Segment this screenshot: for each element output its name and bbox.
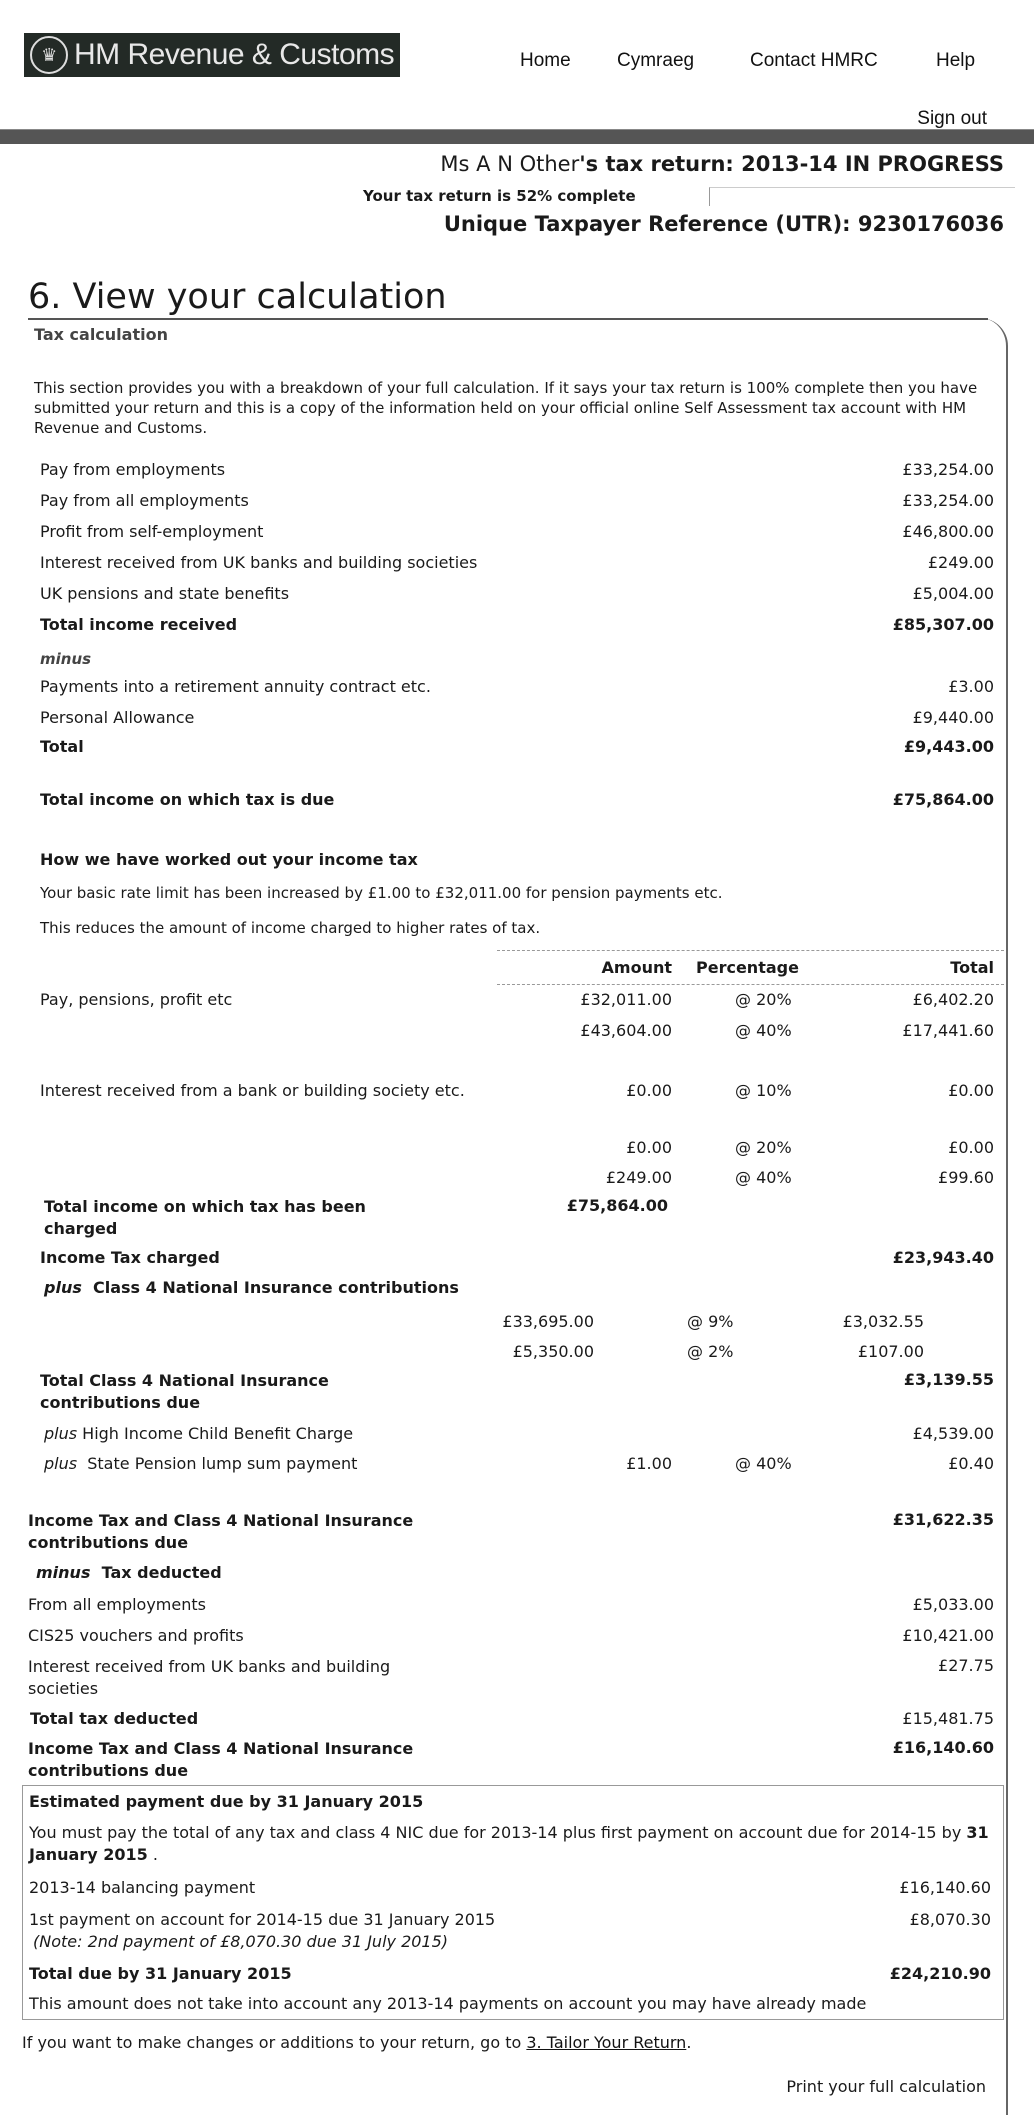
logo-text: HM Revenue & Customs: [74, 38, 395, 71]
nav-help-link[interactable]: Help: [936, 50, 976, 71]
utr-reference: Unique Taxpayer Reference (UTR): 9230176036: [443, 212, 1004, 236]
section-subtitle: Tax calculation: [34, 325, 168, 344]
nav-home-link[interactable]: Home: [520, 50, 571, 71]
progress-bar: [709, 187, 1015, 206]
return-title: 's tax return: 2013-14 IN PROGRESS: [579, 152, 1004, 176]
table-header-rule: [497, 950, 1004, 952]
taxpayer-name: Ms A N Other: [440, 152, 580, 176]
progress-text: Your tax return is 52% complete: [363, 187, 636, 205]
table-header-rule: [497, 984, 1004, 986]
return-status-heading: [440, 152, 1004, 176]
intro-text: This section provides you with a breakdown of your full calculation. If it says your tax return is 100% complete then you have submitted your return and this is a copy of the information held on your official online Self Assessment tax account with HM Revenue and Customs.: [34, 379, 978, 437]
hmrc-logo[interactable]: [24, 33, 400, 77]
sign-out-link[interactable]: Sign out: [917, 108, 987, 129]
estimated-payment-box: Estimated payment due by 31 January 2015 You must pay the total of any tax and class 4 NIC due for 2013-14 plus first payment on account due for 2014-15 by 31 January 2015 . 2013-14 balancing payment £16,140.60 1st payment on account for 2014-15 due 31 January 2015 £8,070.30 (Note: 2nd payment of £8,070.30 due 31 July 2015) Total due by 31 January 2015 £24,210.90 This amount does not take into account any 2013-14 payments on account you may have already made: [22, 1785, 1004, 2020]
nav-contact-hmrc-link[interactable]: Contact HMRC: [750, 50, 878, 71]
header-bar: [0, 129, 1034, 144]
nav-cymraeg-link[interactable]: Cymraeg: [617, 50, 695, 71]
page-title: 6. View your calculation: [28, 277, 447, 317]
col-percentage: Percentage: [696, 958, 799, 977]
print-calculation-link[interactable]: Print your full calculation: [786, 2077, 986, 2096]
crown-crest-icon: ♛: [30, 36, 68, 74]
tailor-return-link[interactable]: 3. Tailor Your Return: [526, 2033, 687, 2052]
col-amount: Amount: [601, 958, 672, 977]
col-total: Total: [950, 958, 994, 977]
